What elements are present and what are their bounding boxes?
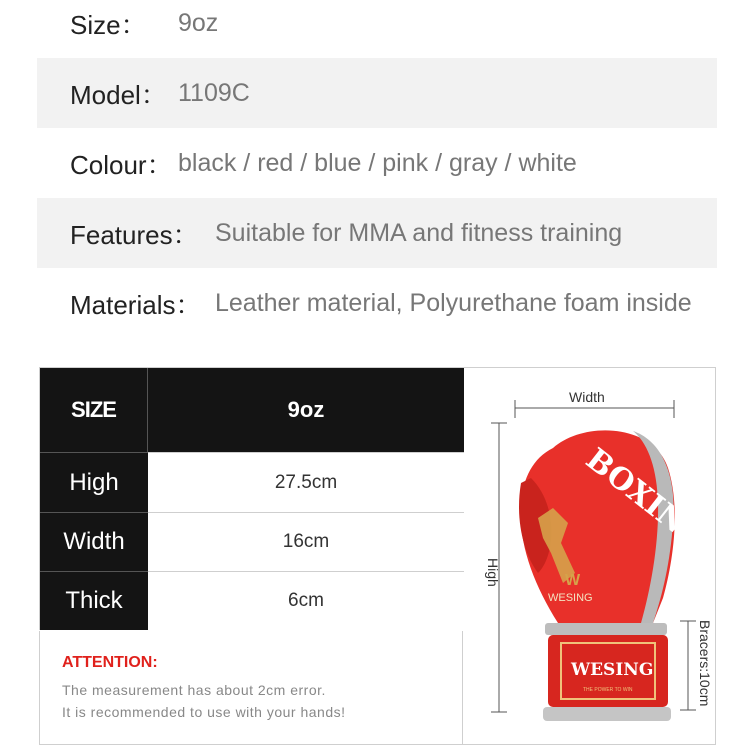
size-table: [39, 367, 463, 630]
size-header-label: SIZE: [40, 368, 148, 452]
spec-label: Model：: [70, 79, 167, 110]
bracers-label: Bracers:10cm: [697, 620, 713, 707]
table-row: [40, 452, 464, 512]
high-label: High: [485, 558, 501, 587]
spec-label: Materials：: [70, 289, 202, 320]
spec-row-colour: [37, 128, 717, 198]
width-label: Width: [569, 389, 605, 405]
spec-value: black / red / blue / pink / gray / white: [178, 148, 577, 177]
table-row: [40, 571, 464, 630]
glove-diagram: [463, 367, 716, 745]
attention-title: ATTENTION:: [62, 654, 158, 671]
glove-brand: WESING: [548, 592, 593, 604]
spec-row-model: [37, 58, 717, 128]
spec-value: 1109C: [178, 78, 250, 107]
cuff-brand: WESING: [571, 660, 654, 680]
spec-row-materials: [37, 268, 717, 338]
svg-text:THE POWER TO WIN: THE POWER TO WIN: [583, 687, 633, 693]
table-row: [40, 512, 464, 571]
svg-text:W: W: [565, 572, 581, 589]
spec-label: Colour：: [70, 149, 173, 180]
attention-line: It is recommended to use with your hands!: [62, 704, 346, 720]
spec-label: Features：: [70, 219, 199, 250]
spec-label: Size：: [70, 9, 147, 40]
size-table-header: [40, 368, 464, 452]
attention-box: [39, 631, 463, 745]
row-label: Thick: [40, 571, 148, 630]
row-label: Width: [40, 512, 148, 571]
row-value: 6cm: [148, 571, 464, 630]
spec-value: Suitable for MMA and fitness training: [215, 218, 623, 247]
row-label: High: [40, 452, 148, 512]
spec-row-features: [37, 198, 717, 268]
spec-row-size: [37, 0, 717, 58]
row-value: 27.5cm: [148, 452, 464, 512]
spec-value: Leather material, Polyurethane foam inside: [215, 288, 692, 317]
spec-value: 9oz: [178, 8, 219, 37]
glove-text: BOXING: [579, 441, 713, 557]
row-value: 16cm: [148, 512, 464, 571]
size-header-value: 9oz: [287, 397, 325, 422]
attention-line: The measurement has about 2cm error.: [62, 682, 326, 698]
